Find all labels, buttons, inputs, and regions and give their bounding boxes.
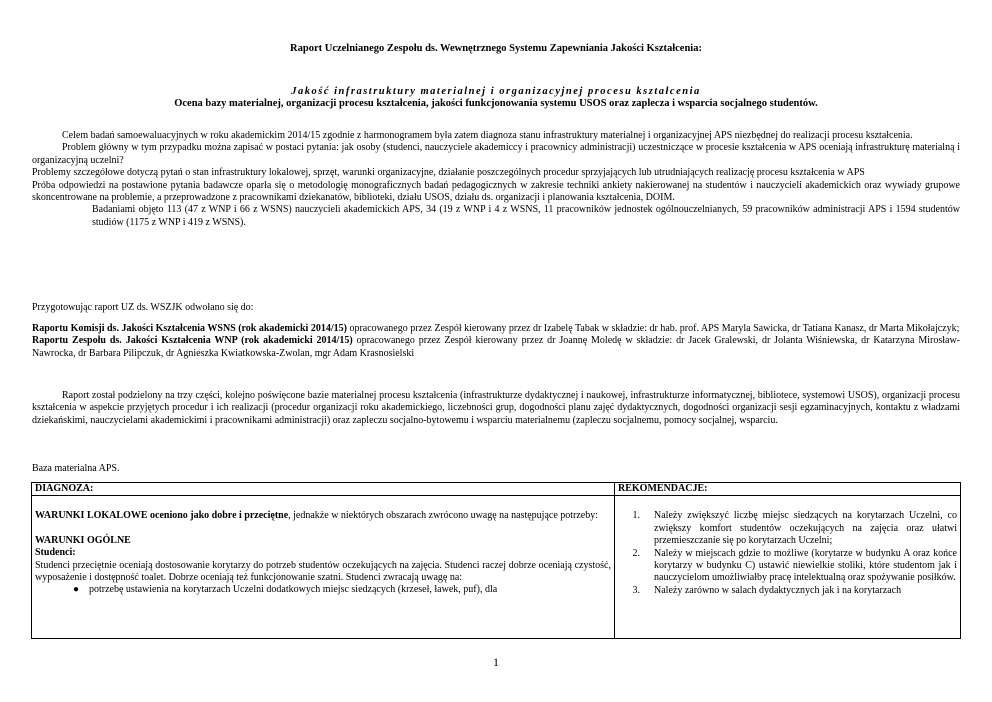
table-header-row bbox=[32, 483, 961, 496]
list-item bbox=[618, 548, 957, 585]
source-wsns bbox=[32, 323, 960, 335]
report-subtitle-italic: Jakość infrastruktury materialnej i organizacyjnej procesu kształcenia bbox=[291, 86, 701, 97]
report-subtitle: Ocena bazy materialnej, organizacji procesu kształcenia, jakości funkcjonowania systemu USOS oraz zaplecza i wsparcia socjalnego studentów. bbox=[174, 98, 818, 109]
rec-number: 2. bbox=[632, 547, 640, 559]
source-wnp-details: opracowanego przez Zespół kierowany przez dr Joannę Moledę w składzie: dr Jacek Gralewski, dr Jolanta Wiśniewska, dr Katarzyna Mirosław-Nawrocka, dr Barbara Pilipczuk, dr Agnieszka Kwiatkowska-Zwolan, mgr Adam Krasnosielski bbox=[32, 335, 961, 359]
report-title: Raport Uczelnianego Zespołu ds. Wewnętrznego Systemu Zapewniania Jakości Kształcenia: bbox=[290, 43, 702, 54]
structure-paragraph: Raport został podzielony na trzy części, kolejno poświęcone bazie materialnej procesu kształcenia (infrastrukturze dydaktycznej i naukowej, infrastrukturze informatycznej, bibliotece, systemowi USOS), organizacji procesu kształcenia w aspekcie przyjętych procedur i ich realizacji (procedur organizacji roku akademickiego, liczebności grup, dogodności planu zajęć dydaktycznych, dogodności organizacji sesji egzaminacyjnych, kontaktu z władzami dziekańskimi, nauczycielami akademickimi i pracownikami administracji) oraz zapleczu socjalno-bytowemu i wsparciu materialnemu (zapleczu socjalnemu, pomocy socjalnej, wsparciu. bbox=[32, 390, 960, 426]
intro-section bbox=[32, 130, 960, 229]
intro-paragraph-detailed: Problemy szczegółowe dotyczą pytań o stan infrastruktury lokalowej, sprzęt, warunki organizacyjne, działanie poszczególnych procedur sprzyjających lub utrudniających realizację procesu kształcenia w APS bbox=[32, 167, 865, 179]
diagnosis-table bbox=[31, 482, 961, 639]
rekomendacje-cell bbox=[615, 496, 961, 639]
source-wsns-title: Raportu Komisji ds. Jakości Kształcenia WSNS (rok akademicki 2014/15) bbox=[32, 323, 347, 334]
intro-paragraph-problem: Problem główny w tym przypadku można zapisać w postaci pytania: jak osoby (studenci, nauczyciele akademiccy i pracownicy administracji) uczestniczące w procesie kształcenia w APS oceniają infrastrukturę materialną i organizacyjną uczelni? bbox=[32, 142, 960, 166]
bullet-icon: ● bbox=[73, 584, 80, 596]
list-item bbox=[73, 584, 611, 596]
header-diagnoza: DIAGNOZA: bbox=[32, 483, 615, 496]
rec-text: Należy zarówno w salach dydaktycznych jak i na korytarzach bbox=[654, 584, 902, 596]
bullet-text: potrzebę ustawienia na korytarzach Uczelni dodatkowych miejsc siedzących (krzeseł, ławek, puf), dla bbox=[89, 584, 498, 596]
diagnoza-section-title: WARUNKI OGÓLNE bbox=[35, 534, 131, 546]
header-rekomendacje: REKOMENDACJE: bbox=[615, 483, 961, 496]
recommendations-list bbox=[618, 510, 957, 597]
structure-section bbox=[32, 390, 960, 427]
source-wsns-details: opracowanego przez Zespół kierowany przez dr Izabelę Tabak w składzie: dr hab. prof. APS Maryla Sawicka, dr Tatiana Kanasz, dr Marta Mikołajczyk; bbox=[346, 323, 960, 334]
diagnoza-lead bbox=[35, 510, 611, 522]
diagnoza-lead-rest: , jednakże w niektórych obszarach zwrócono uwagę na następujące potrzeby: bbox=[288, 510, 599, 522]
sources-lead: Przygotowując raport UZ ds. WSZJK odwołano się do: bbox=[32, 302, 254, 313]
intro-paragraph-method: Próba odpowiedzi na postawione pytania badawcze oparła się o metodologię monograficznych badań pedagogicznych w zakresie techniki ankiety nakierowanej na studentów i nauczycieli akademickich oraz wywiady grupowe skoncentrowane na problemie, a przeprowadzone z pracownikami dziekanatów, biblioteki, działu USOS, działu ds. organizacji i planowania kształcenia, DOIM. bbox=[32, 179, 960, 204]
rec-number: 3. bbox=[632, 584, 640, 596]
page-number: 1 bbox=[493, 655, 499, 669]
rec-text: Należy w miejscach gdzie to możliwe (korytarze w budynku A oraz końce korytarzy w budynku C) ustawić niewielkie stoliki, które studentom jak i nauczycielom umożliwiałby pracę intelektualną oraz spożywanie posiłków. bbox=[654, 547, 957, 584]
source-wnp bbox=[32, 335, 960, 360]
diagnoza-group-title: Studenci: bbox=[35, 547, 76, 559]
rec-text: Należy zwiększyć liczbę miejsc siedzących na korytarzach Uczelni, co zwiększy komfort studentów oczekujących na zajęcia oraz ułatwi przemieszczanie się po korytarzach Uczelni; bbox=[654, 510, 957, 547]
list-item bbox=[618, 510, 957, 547]
diagnoza-text: Studenci przeciętnie oceniają dostosowanie korytarzy do potrzeb studentów oczekujących na zajęcia. Studenci raczej dobrze oceniają czystość, wyposażenie i dostępność toalet. Dobrze oceniają też funkcjonowanie szatni. Studenci zwracają uwagę na: bbox=[35, 559, 611, 584]
list-item bbox=[618, 585, 957, 597]
intro-paragraph-sample: Badaniami objęto 113 (47 z WNP i 66 z WSNS) nauczycieli akademickich APS, 34 (19 z WNP i 4 z WSNS, 11 pracowników jednostek ogólnouczelnianych, 59 pracowników administracji APS i 1594 studentów studiów (1175 z WNP i 419 z WSNS). bbox=[92, 204, 960, 228]
diagnoza-cell bbox=[32, 496, 615, 639]
rec-number: 1. bbox=[632, 510, 640, 522]
diagnoza-lead-bold: WARUNKI LOKALOWE oceniono jako dobre i przeciętne bbox=[35, 510, 289, 522]
intro-paragraph-goal: Celem badań samoewaluacyjnych w roku akademickim 2014/15 zgodnie z harmonogramem była zatem diagnoza stanu infrastruktury materialnej i organizacyjnej APS niezbędnej do realizacji procesu kształcenia. bbox=[62, 130, 913, 141]
baza-label: Baza materialna APS. bbox=[32, 463, 120, 474]
sources-list bbox=[32, 323, 960, 360]
table-row bbox=[32, 496, 961, 639]
source-wnp-title: Raportu Zespołu ds. Jakości Kształcenia WNP (rok akademicki 2014/15) bbox=[32, 335, 353, 347]
